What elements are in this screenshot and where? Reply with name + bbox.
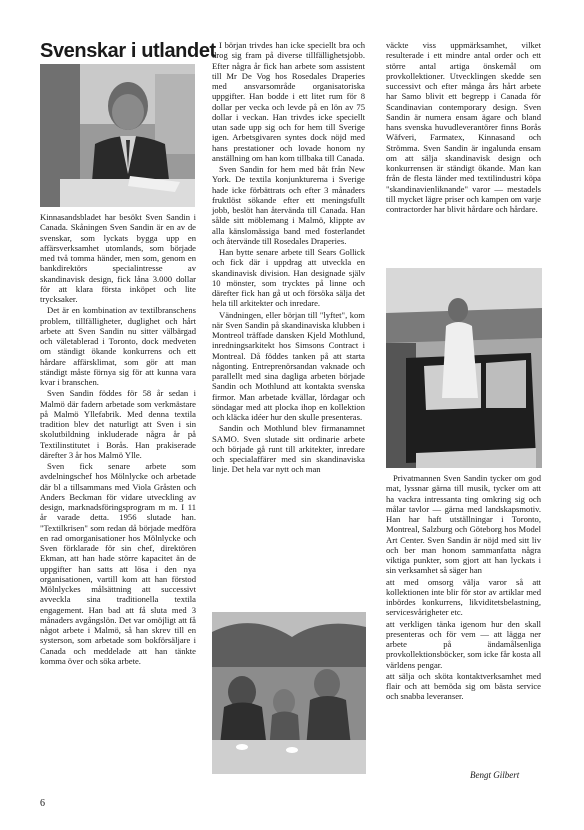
portrait-photo (40, 64, 195, 207)
photo-caption: Kinnasandsbladet har besökt Sven Sandin i Canada. Skåningen Sven Sandin är en av de svenskar, som lyckats bygga upp en affärsverksamhet utomlands, som började med två tomma händer, men som, genom en bankdirektörs specialintresse av skandinavisk design, fick låna 3.000 dollar för att klara första inköpet och lite trycksaker. (40, 212, 196, 304)
meeting-photo (212, 612, 366, 774)
column-3-bottom (386, 473, 541, 703)
car-photo (386, 268, 542, 468)
column-2 (212, 40, 365, 476)
article-title: Svenskar i utlandet (40, 40, 216, 62)
author-signature: Bengt Gilbert (470, 770, 520, 780)
paragraph: Det är en kombination av textilbranschens problem, tillfälligheter, duglighet och hårt arbete att Sven Sandin nu sitter välbärgad och väletablerad i Toronto, dock medveten om ständigt ökande konkurrens och ett hårdare affärsklimat, som gör att man ständigt måste förnya sig för att kunna vara kvar i branschen. (40, 305, 196, 387)
paragraph: Han bytte senare arbete till Sears Gollick och fick där i uppdrag att utveckla en skandinavisk division. Han designade själv 10 mönster, som trycktes på linne och därefter fick han gå ut och försöka sälja det hela till arkitekter och inredare. (212, 247, 365, 309)
paragraph: Sven Sandin föddes för 58 år sedan i Malmö där fadern arbetade som verkmästare på Malmö Yllefabrik. Med denna textila tradition blev det naturligt att Sven i sin skolutbildning inkluderade några år på Textilinstitutet i Borås. Han prakiserade därefter 3 år hos Malmö Ylle. (40, 388, 196, 460)
page-number: 6 (40, 798, 45, 809)
list-item: att verkligen tänka igenom hur den skall presenteras och för vem — att lägga ner arbete på ändamålsenliga provkollektionsböcker, som icke får kosta all världens pengar. (386, 618, 541, 670)
paragraph: Privatmannen Sven Sandin tycker om god mat, lyssnar gärna till musik, tycker om att ha vackra intressanta ting omkring sig och målar tavlor — gärna med landskapsmotiv. Han har haft utställningar i Toronto, Montreal, Salzburg och Göteborg hos Model Art Center. Sven Sandin är nöjd med sitt liv och ber man honom sammanfatta några viktiga punkter, som gjort att han lyckats i sin verksamhet så säger han (386, 473, 541, 576)
paragraph: Sven fick senare arbete som avdelningschef hos Mölnlycke och arbetade där bl a tillsammans med Viola Gråsten och Anders Beckman för vidare utveckling av design, marknadsföringsprogram m m. I 11 år varade detta. 1956 slutade han. "Textilkrisen" som redan då började medföra en rad omorganisationer hos Mölnlycke och Sven förklarade för sin chef, direktören Ekman, att han hade större kapacitet än de uppgifter han satts att lösa i den nya organisationen, vartill kom att han förstod Mölnlyckes målsättning att successivt avveckla sina traditionella textila engagement. Han bad att få sluta med 3 månaders avgångslön. Det var omöjligt att få något arbete i Malmö, så han skrev till en systerson, som arbetade som bokförsäljare i Canada och meddelade att han tänkte komma över och söka arbete. (40, 461, 196, 666)
paragraph: väckte viss uppmärksamhet, vilket resulterade i ett mindre antal order och ett större antal artiga önskemål om provkollektioner. Utvecklingen skedde sen successivt och efter många års hårt arbete har Samo blivit ett begrepp i Canada för Scandinavian contemporary design. Sven Sandin är numera ensam ägare och bland hans svenska huvudleverantörer finns Borås Wäfveri, Farmatex, Kinnasand och Strömma. Sven Sandin är ingalunda ensam om att sälja skandinavisk design och konkurrensen är ständigt ökande. Man kan från de flesta länder med textilindustri köpa "skandinavienliknande" varor — mestadels till mycket lägre priser och kampen om varje contractorder har blivit hårdare och hårdare. (386, 40, 541, 214)
paragraph: Sandin och Mothlund blev firmanamnet SAMO. Sven slutade sitt ordinarie arbete och började gå runt till arkitekter, inredare och specialaffärer med sin skandinaviska linje. Det hela var nytt och man (212, 423, 365, 475)
paragraph: I början trivdes han icke speciellt bra och drog sig fram på diverse tillfällighetsjobb. Efter några år fick han arbete som assistent till Mr De Vog hos Rosedales Draperies med ansvarsområde organisatoriska uppgifter. Han bodde i ett litet rum för 8 dollar per vecka och levde på en lön av 75 dollar i veckan. Han trivdes icke speciellt utan sade upp sig och for hem till Sverige igen. Arbetsgivaren syntes dock nöjd med hans prestationer och lovade honom ny anställning om han kom tillbaka till Canada. (212, 40, 365, 163)
column-1 (40, 212, 196, 667)
paragraph: Sven Sandin for hem med båt från New York. De textila konjunkturerna i Sverige hade icke förbättrats och efter 3 månaders fruktlöst sökande efter ett meningsfullt jobb, beslöt han återvända till Canada. Han sålde sitt möblemang i Malmö, klippte av alla känslomässiga band med fosterlandet och återvände till Rosedales Draperies. (212, 164, 365, 246)
list-item: att med omsorg välja varor så att kollektionen inte blir för stor av artiklar med inbördes konkurrens, likviditetsbelastning, servicesvårigheter etc. (386, 576, 541, 618)
paragraph: Vändningen, eller början till "lyftet", kom när Sven Sandin på skandinaviska klubben i Montreol träffade dansken Kjeld Mothlund, inredningsarkitekt hos Simsons Contract i Montreal. Då föddes tanken på att starta någonting. Entreprenörsandan vaknade och parallellt med sina dagliga arbeten började Sandin och Mothlund att kontakta svenska firmor. Man arbetade kvällar, lördagar och söndagar med att plocka ihop en kollektion och kläcka idéer hur den skulle presenteras. (212, 309, 365, 422)
list-item: att sälja och sköta kontaktverksamhet med flair och att bemöda sig om bästa service och snabba leveranser. (386, 670, 541, 702)
column-3 (386, 40, 541, 215)
